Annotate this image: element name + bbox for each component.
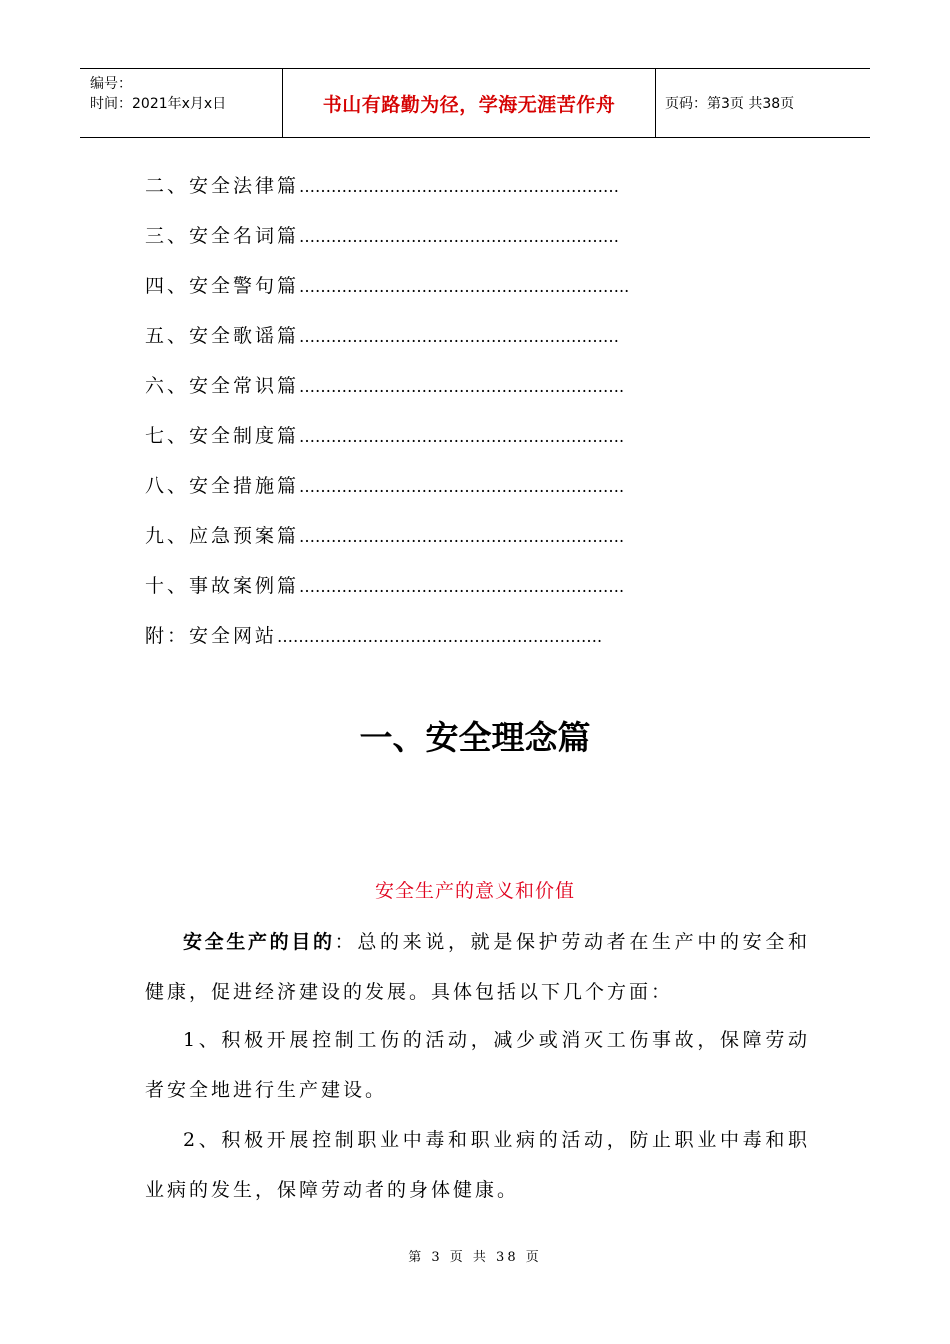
toc-label: 十、事故案例篇 xyxy=(145,575,300,597)
toc-label: 附：安全网站 xyxy=(145,625,278,647)
chapter-title: 一、安全理念篇 xyxy=(359,718,591,757)
paragraph-purpose xyxy=(145,917,810,1017)
toc-leader: …………………………………………………… xyxy=(299,227,620,246)
paragraph-lead: 安全生产的目的 xyxy=(183,931,335,953)
toc-label: 二、安全法律篇 xyxy=(145,175,300,197)
toc-item[interactable] xyxy=(145,621,602,651)
toc-leader: ……………………………………………………. xyxy=(299,477,625,496)
toc-item[interactable] xyxy=(145,471,624,501)
toc-leader: ……………………………………………………. xyxy=(299,427,625,446)
toc-leader: ……………………………………………………. xyxy=(277,627,603,646)
paragraph-item-2: 2、积极开展控制职业中毒和职业病的活动，防止职业中毒和职业病的发生，保障劳动者的身体健康。 xyxy=(145,1129,810,1201)
toc-item[interactable] xyxy=(145,521,624,551)
toc-item[interactable] xyxy=(145,171,619,201)
toc-leader: ……………………………………………………. xyxy=(299,577,625,596)
paragraph-item-1: 1、积极开展控制工伤的活动，减少或消灭工伤事故，保障劳动者安全地进行生产建设。 xyxy=(145,1029,810,1101)
toc-label: 八、安全措施篇 xyxy=(145,475,300,497)
header-page-cell xyxy=(655,69,870,137)
header-motto-cell xyxy=(282,69,656,137)
toc-leader: …………………………………………………… xyxy=(299,177,620,196)
toc-leader: ……………………………………………………. xyxy=(299,527,625,546)
toc-leader: …………………………………………………….. xyxy=(299,277,630,296)
toc-label: 五、安全歌谣篇 xyxy=(145,325,300,347)
toc-item[interactable] xyxy=(145,221,619,251)
code-label: 编号： xyxy=(90,76,132,92)
toc-item[interactable] xyxy=(145,321,619,351)
page-header xyxy=(80,68,870,138)
toc-item[interactable] xyxy=(145,371,624,401)
section-title: 安全生产的意义和价值 xyxy=(374,880,575,902)
time-label: 时间：2021年x月x日 xyxy=(90,96,227,112)
toc-label: 四、安全警句篇 xyxy=(145,275,300,297)
toc-leader: …………………………………………………… xyxy=(299,327,620,346)
toc-label: 九、应急预案篇 xyxy=(145,525,300,547)
toc-leader: ……………………………………………………. xyxy=(299,377,625,396)
page-footer: 第 3 页 共 38 页 xyxy=(408,1250,542,1265)
header-motto: 书山有路勤为径，学海无涯苦作舟 xyxy=(322,93,616,116)
toc-item[interactable] xyxy=(145,421,624,451)
toc-label: 三、安全名词篇 xyxy=(145,225,300,247)
toc-label: 七、安全制度篇 xyxy=(145,425,300,447)
paragraph-text: ：总的来说，就是保护劳动者在生产中的安全和健康，促进经济建设的发展。具体包括以下几个方面： xyxy=(145,931,810,1003)
toc-item[interactable] xyxy=(145,571,624,601)
toc-label: 六、安全常识篇 xyxy=(145,375,300,397)
header-page-info: 页码：第3页 共38页 xyxy=(665,96,795,112)
header-meta xyxy=(80,69,282,137)
toc-item[interactable] xyxy=(145,271,629,301)
